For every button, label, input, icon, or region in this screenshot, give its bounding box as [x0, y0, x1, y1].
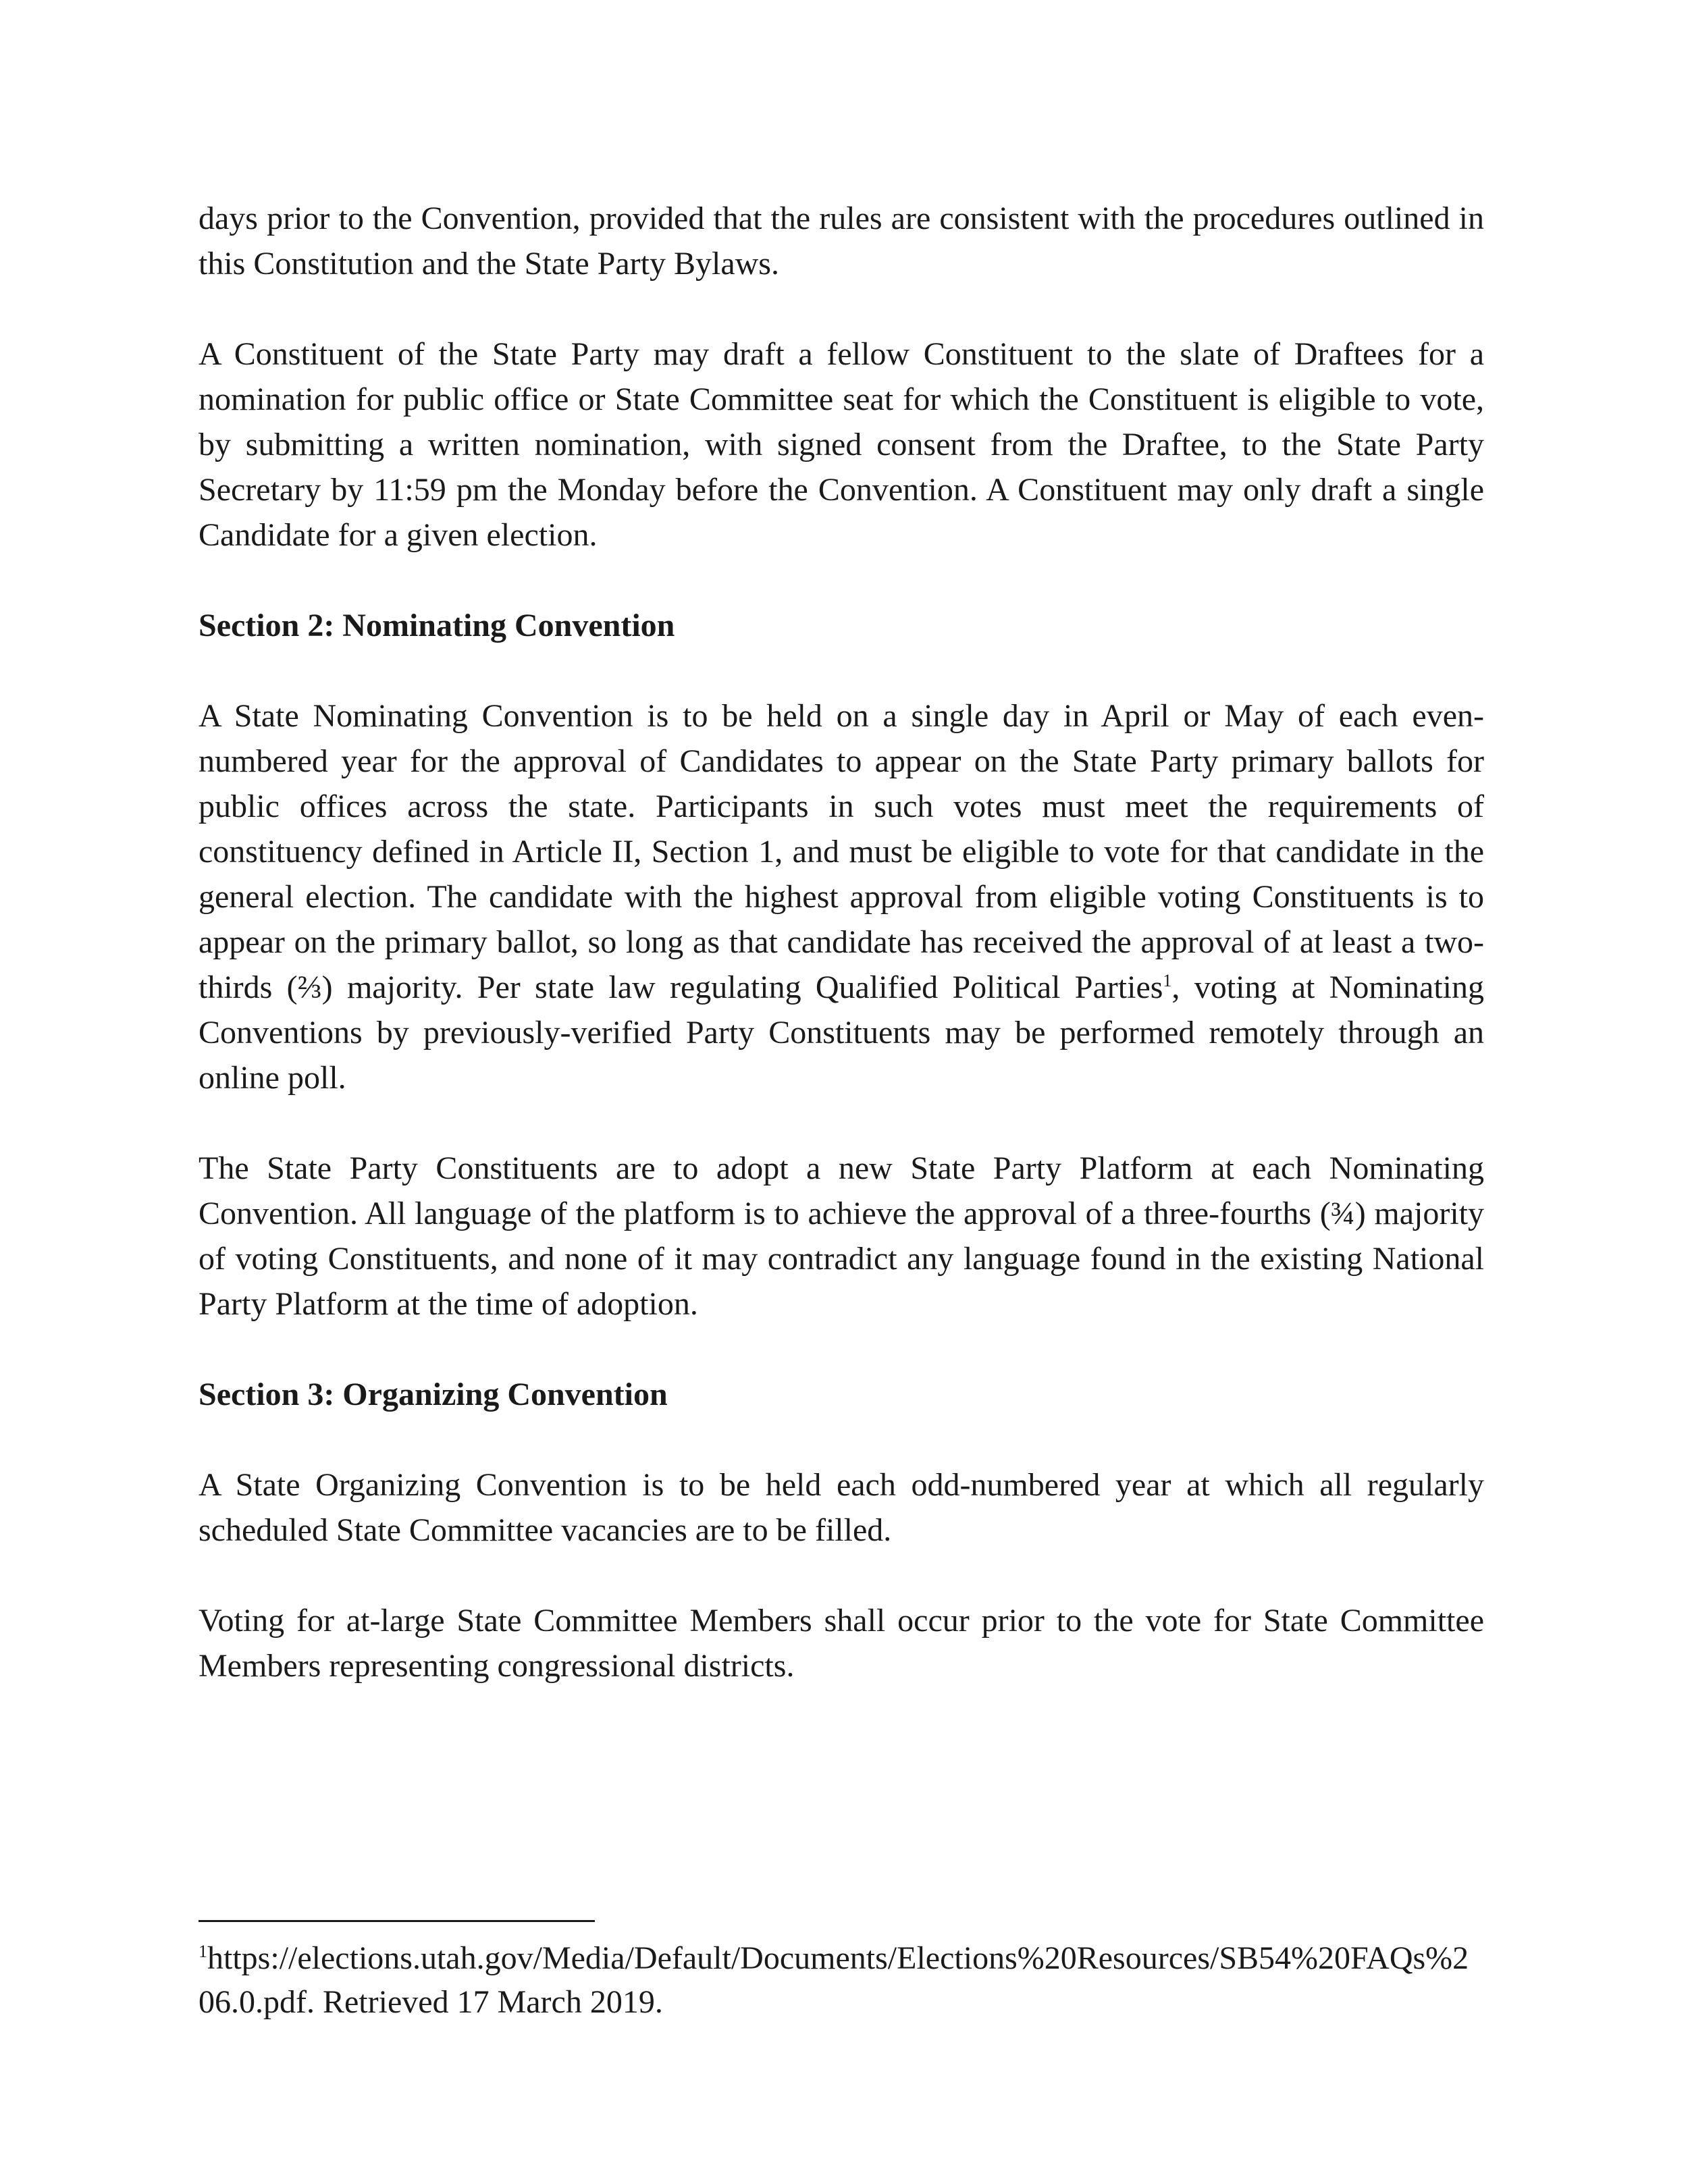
paragraph-text: A State Nominating Convention is to be held on a single day in April or May of each even-numbered year for the approval of Candidates to appear on the State Party primary ballots for public offices across the state. Participants in such votes must meet the requirements of constituency defined in Article II, Section 1, and must be eligible to vote for that candidate in the general election. The candidate with the highest approval from eligible voting Constituents is to appear on the primary ballot, so long as that candidate has received the approval of at least a two-thirds (⅔) majority. Per state law regulating Qualified Political Parties: [199, 698, 1484, 1005]
footnote-reference: 1: [1163, 971, 1172, 990]
footnote-text: https://elections.utah.gov/Media/Default/Documents/Elections%20Resources/SB54%20FAQs%206.0.pdf. Retrieved 17 March 2019.: [199, 1940, 1469, 2020]
section-2-heading: Section 2: Nominating Convention: [199, 608, 675, 643]
paragraph-convention-rules: days prior to the Convention, provided that the rules are consistent with the procedures outlined in this Constitution and the State Party Bylaws.: [199, 201, 1484, 282]
paragraph-party-platform: The State Party Constituents are to adopt a new State Party Platform at each Nominating Convention. All language of the platform is to achieve the approval of a three-fourths (¾) majority of voting Constituents, and none of it may contradict any language found in the existing National Party Platform at the time of adoption.: [199, 1150, 1484, 1322]
document-body: [199, 196, 1484, 1734]
paragraph-nominating-convention: [199, 693, 1484, 1100]
footnote-number: 1: [199, 1942, 207, 1961]
paragraph-at-large-voting: Voting for at-large State Committee Members shall occur prior to the vote for State Committee Members representing congressional districts.: [199, 1603, 1484, 1684]
footnote: [199, 1936, 1484, 2024]
paragraph-draftee-nomination: A Constituent of the State Party may draft a fellow Constituent to the slate of Draftees for a nomination for public office or State Committee seat for which the Constituent is eligible to vote, by submitting a written nomination, with signed consent from the Draftee, to the State Party Secretary by 11:59 pm the Monday before the Convention. A Constituent may only draft a single Candidate for a given election.: [199, 336, 1484, 553]
paragraph-organizing-convention: A State Organizing Convention is to be held each odd-numbered year at which all regularly scheduled State Committee vacancies are to be filled.: [199, 1467, 1484, 1548]
section-3-heading: Section 3: Organizing Convention: [199, 1377, 668, 1412]
paragraph-text: , voting at Nominating Conventions by previously-verified Party Constituents may be performed remotely through an online poll.: [199, 969, 1485, 1096]
footnote-separator: [199, 1920, 595, 1922]
